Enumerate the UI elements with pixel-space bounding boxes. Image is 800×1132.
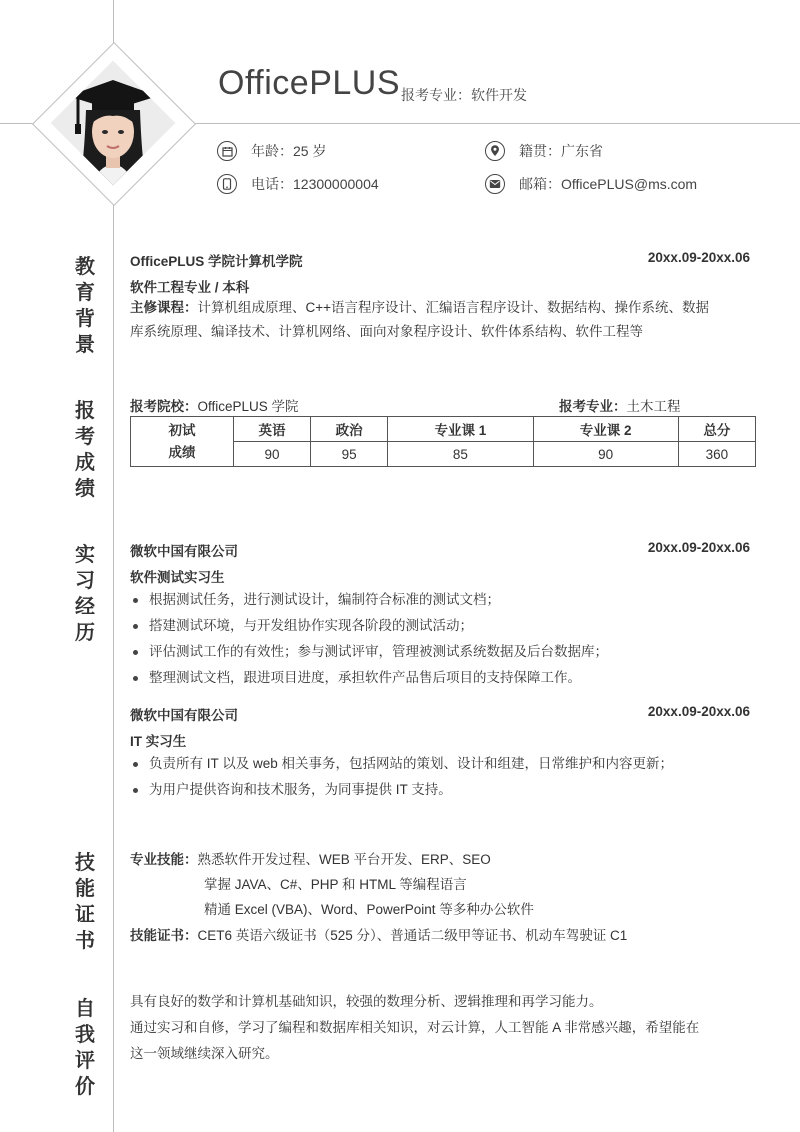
skills-pro-line2: 掌握 JAVA、C#、PHP 和 HTML 等编程语言: [204, 877, 467, 892]
job1-date: 20xx.09-20xx.06: [647, 540, 750, 555]
skills-pro-line3: 精通 Excel (VBA)、Word、PowerPoint 等多种办公软件: [204, 902, 534, 917]
scores-school: 报考院校：OfficePLUS 学院: [130, 399, 299, 414]
phone-icon: [217, 174, 237, 194]
education-school: OfficePLUS 学院计算机学院: [130, 254, 303, 269]
job2-title: IT 实习生: [130, 734, 187, 749]
list-item: 评估测试工作的有效性；参与测试评审，管理被测试系统数据及后台数据库；: [130, 639, 608, 665]
score-header: 专业课 2: [533, 417, 678, 442]
calendar-icon: [217, 141, 237, 161]
job1-title: 软件测试实习生: [130, 570, 225, 585]
scores-row-label: 初试 成绩: [131, 417, 234, 467]
score-value: 85: [388, 442, 533, 467]
list-item: 负责所有 IT 以及 web 相关事务，包括网站的策划、设计和组建，日常维护和内容更新；: [130, 751, 673, 777]
education-date: 20xx.09-20xx.06: [647, 250, 750, 265]
self-evaluation: 具有良好的数学和计算机基础知识，较强的数理分析、逻辑推理和再学习能力。 通过实习和自修，学习了编程和数据库相关知识，对云计算，人工智能 A 非常感兴趣，希望能在 这一领域继续深入研究。: [130, 994, 700, 1061]
section-title-internship: 实 习 经 历: [75, 544, 95, 644]
avatar-illustration: [51, 61, 175, 185]
info-phone: [217, 174, 379, 194]
applied-major: 报考专业：软件开发: [401, 87, 527, 103]
scores-header-row: [131, 417, 756, 442]
score-header: 专业课 1: [388, 417, 533, 442]
origin-text: 籍贯：广东省: [519, 143, 603, 159]
info-origin: [485, 141, 603, 161]
job2-date: 20xx.09-20xx.06: [647, 704, 750, 719]
list-item: 为用户提供咨询和技术服务，为同事提供 IT 支持。: [130, 777, 673, 803]
score-header: 政治: [311, 417, 388, 442]
score-value: 95: [311, 442, 388, 467]
job1-duties: [130, 587, 608, 691]
list-item: 根据测试任务，进行测试设计，编制符合标准的测试文档；: [130, 587, 608, 613]
skills-pro-line1: 专业技能：熟悉软件开发过程、WEB 平台开发、ERP、SEO: [130, 852, 491, 867]
education-courses: 主修课程：计算机组成原理、C++语言程序设计、汇编语言程序设计、数据结构、操作系统、数据 库系统原理、编译技术、计算机网络、面向对象程序设计、软件体系结构、软件工程等: [130, 300, 710, 339]
list-item: 整理测试文档，跟进项目进度，承担软件产品售后项目的支持保障工作。: [130, 665, 608, 691]
email-text: 邮箱：OfficePLUS@ms.com: [519, 176, 698, 192]
list-item: 搭建测试环境，与开发组协作实现各阶段的测试活动；: [130, 613, 608, 639]
skills-cert: 技能证书：CET6 英语六级证书（525 分）、普通话二级甲等证书、机动车驾驶证 C1: [130, 928, 628, 943]
score-value: 360: [678, 442, 755, 467]
profile-photo: [34, 44, 194, 204]
section-title-education: 教 育 背 景: [75, 256, 95, 356]
email-icon: [485, 174, 505, 194]
section-title-self: 自 我 评 价: [75, 998, 95, 1098]
scores-table: [130, 416, 756, 467]
age-text: 年龄：25 岁: [251, 143, 327, 159]
job1-company: 微软中国有限公司: [130, 544, 238, 559]
candidate-name: OfficePLUS: [218, 64, 401, 102]
info-age: [217, 141, 326, 161]
info-email: [485, 174, 697, 194]
photo-clip: [51, 61, 175, 185]
section-title-scores: 报 考 成 绩: [75, 400, 95, 500]
score-value: 90: [533, 442, 678, 467]
score-header: 总分: [678, 417, 755, 442]
score-header: 英语: [234, 417, 311, 442]
section-title-skills: 技 能 证 书: [75, 852, 95, 952]
job2-company: 微软中国有限公司: [130, 708, 238, 723]
job2-duties: [130, 751, 673, 803]
phone-text: 电话：12300000004: [251, 176, 379, 192]
scores-major: 报考专业：土木工程: [559, 399, 681, 414]
location-pin-icon: [485, 141, 505, 161]
score-value: 90: [234, 442, 311, 467]
education-major: 软件工程专业 / 本科: [130, 280, 250, 295]
